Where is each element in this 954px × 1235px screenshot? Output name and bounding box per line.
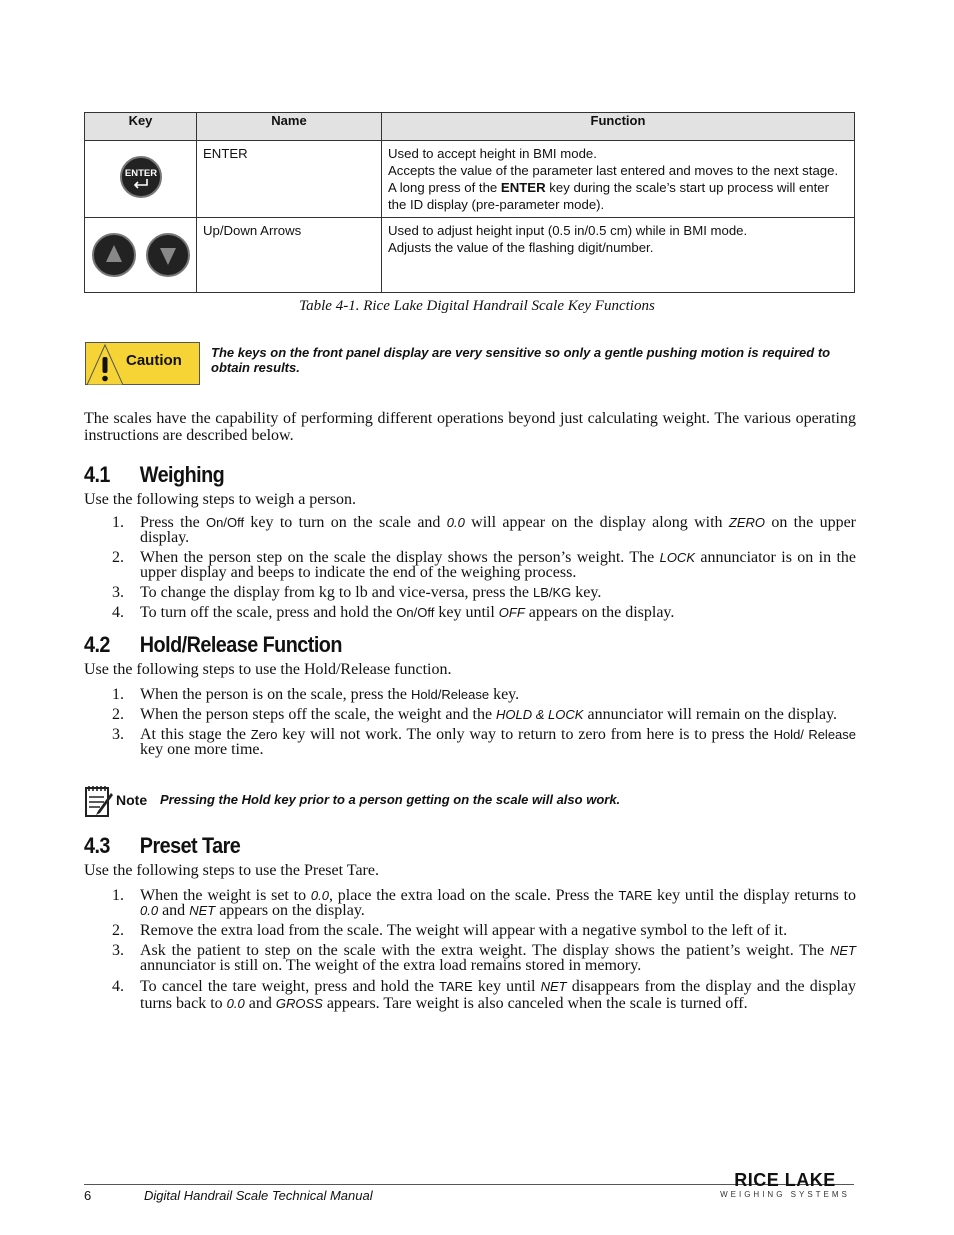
caution-badge: [85, 342, 200, 385]
col-name-header: Name: [197, 113, 382, 141]
list-item: 4. To cancel the tare weight, press and hold the TARE key until NET disappears from the display and the display turns back to 0.0 and GROSS appears. Tare weight is also canceled when the scale is turned off.: [112, 978, 857, 1012]
function-cell: [382, 141, 855, 218]
list-item: 2. When the person steps off the scale, the weight and the HOLD & LOCK annunciator will remain on the display.: [112, 706, 838, 723]
down-arrow-key-icon: [145, 232, 191, 278]
list-item: 1. When the person is on the scale, press the Hold/Release key.: [112, 686, 520, 703]
logo-main: RICE LAKE: [734, 1170, 836, 1190]
section-lead: Use the following steps to weigh a person.: [84, 491, 356, 508]
section-lead: Use the following steps to use the Hold/Release function.: [84, 661, 452, 678]
notepad-icon: [84, 784, 114, 818]
table-caption: Table 4-1. Rice Lake Digital Handrail Scale Key Functions: [299, 298, 655, 314]
table-header-row: [85, 113, 855, 141]
enter-key-icon: [119, 155, 163, 199]
list-item: 1. Press the On/Off key to turn on the scale and 0.0 will appear on the display along with ZERO on the upper display.: [112, 514, 857, 546]
preset-tare-steps: [84, 888, 856, 1012]
logo-sub: WEIGHING SYSTEMS: [720, 1190, 850, 1199]
list-item: 1. When the weight is set to 0.0, place the extra load on the scale. Press the TARE key until the display returns to 0.0 and NET appears on the display.: [112, 887, 857, 919]
function-line: Adjusts the value of the flashing digit/number.: [388, 240, 654, 255]
function-line: A long press of the ENTER key during the scale’s start up process will enter the ID display (pre-parameter mode).: [388, 180, 830, 212]
key-cell: [85, 218, 197, 293]
enter-key-label: ENTER: [124, 168, 157, 179]
function-line: Used to accept height in BMI mode.: [388, 146, 597, 161]
list-item: 2. When the person step on the scale the display shows the person’s weight. The LOCK annunciator is on in the upper display and beeps to indicate the end of the weighing process.: [112, 549, 857, 581]
table-row: [85, 218, 855, 293]
intro-paragraph: The scales have the capability of performing different operations beyond just calculating weight. The various operating instructions are described below.: [84, 410, 856, 444]
page-number: 6: [84, 1188, 92, 1203]
caution-label: Caution: [126, 352, 182, 369]
name-cell: Up/Down Arrows: [197, 218, 382, 293]
rice-lake-logo: [715, 1171, 855, 1201]
note-label: Note: [116, 792, 148, 808]
list-item: 4. To turn off the scale, press and hold the On/Off key until OFF appears on the display.: [112, 604, 675, 621]
list-item: 3. To change the display from kg to lb and vice-versa, press the LB/KG key.: [112, 584, 602, 601]
up-arrow-key-icon: [91, 232, 137, 278]
exclamation-triangle-icon: [85, 343, 125, 385]
table-row: [85, 141, 855, 218]
section-heading-weighing: 4.1 Weighing: [84, 462, 225, 487]
name-cell: ENTER: [197, 141, 382, 218]
key-cell: [85, 141, 197, 218]
function-line: Used to adjust height input (0.5 in/0.5 cm) while in BMI mode.: [388, 223, 748, 238]
list-item: 3. At this stage the Zero key will not work. The only way to return to zero from here is to press the Hold/ Release key one more time.: [112, 726, 857, 758]
section-heading-hold-release: 4.2 Hold/Release Function: [84, 632, 342, 657]
hold-release-steps: [84, 687, 856, 757]
section-heading-preset-tare: 4.3 Preset Tare: [84, 833, 241, 858]
caution-text: The keys on the front panel display are very sensitive so only a gentle pushing motion is required to obtain results.: [211, 345, 831, 375]
function-line: Accepts the value of the parameter last entered and moves to the next stage.: [388, 163, 839, 178]
section-lead: Use the following steps to use the Preset Tare.: [84, 862, 379, 879]
list-item: 3. Ask the patient to step on the scale with the extra weight. The display shows the patient’s weight. The NET annunciator is still on. The weight of the extra load remains stored in memory.: [112, 942, 856, 974]
col-key-header: Key: [85, 113, 197, 141]
note-text: Pressing the Hold key prior to a person getting on the scale will also work.: [160, 792, 621, 807]
col-function-header: Function: [382, 113, 855, 141]
key-functions-table: [84, 112, 855, 293]
list-item: 2. Remove the extra load from the scale. The weight will appear with a negative symbol to the left of it.: [112, 922, 788, 939]
weighing-steps: [84, 515, 856, 620]
function-cell: [382, 218, 855, 293]
footer-title: Digital Handrail Scale Technical Manual: [144, 1188, 373, 1203]
